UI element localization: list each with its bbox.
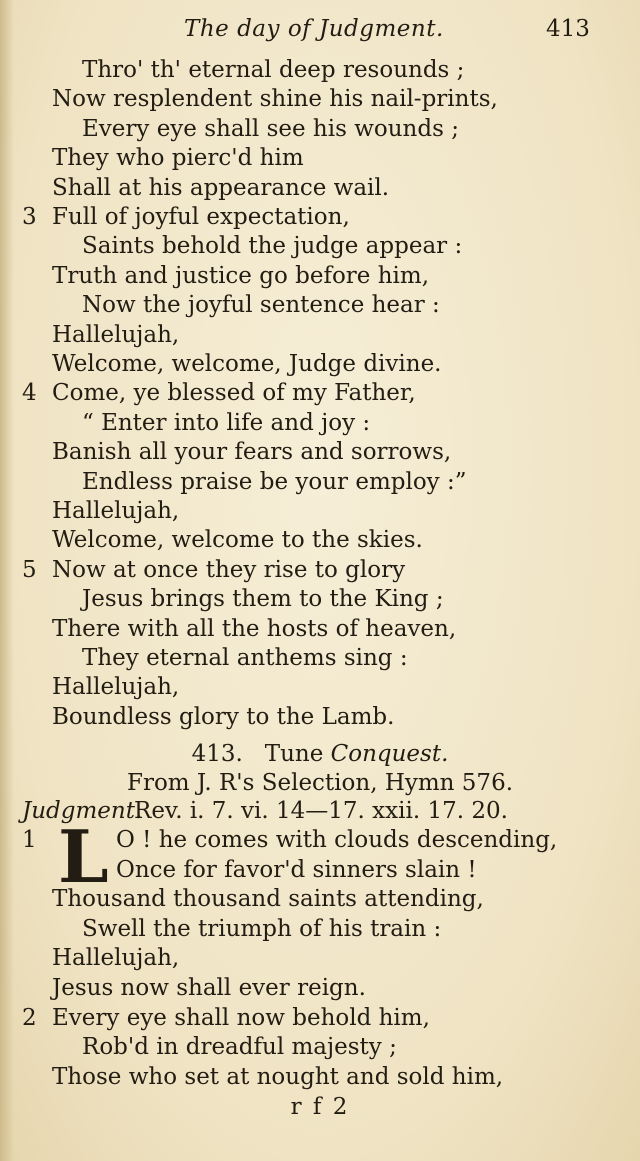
verse-line xyxy=(0,468,640,497)
running-title: The day of Judgment. xyxy=(184,16,444,42)
verse-line xyxy=(0,350,640,379)
verse-line-text: Rob'd in dreadful majesty ; xyxy=(82,1034,397,1061)
verse-line-text: Truth and justice go before him, xyxy=(52,262,430,289)
verse-line xyxy=(0,526,640,555)
verse-line xyxy=(0,615,640,644)
verse-line-text: Hallelujah, xyxy=(52,945,180,972)
verse-line xyxy=(0,673,640,702)
scripture-reference: Rev. i. 7. vi. 14—17. xxii. 17. 20. xyxy=(134,798,508,824)
verse-line-text: They eternal anthems sing : xyxy=(82,645,408,671)
verse-line-text: Hallelujah, xyxy=(52,321,180,348)
hymn-topic: Judgment. xyxy=(22,798,143,824)
verse-line xyxy=(0,232,640,261)
verse-line xyxy=(0,856,640,885)
verse-line-text: Come, ye blessed of my Father, xyxy=(52,380,416,407)
verse-line xyxy=(0,203,640,232)
verse-line xyxy=(0,115,640,144)
verse-line xyxy=(0,915,640,944)
verse-line xyxy=(0,703,640,732)
hymn-source: From J. R's Selection, Hymn 576. xyxy=(126,770,514,796)
verse-line xyxy=(0,85,640,114)
printer-signature-mark: r f 2 xyxy=(290,1094,350,1120)
tune-name: Conquest. xyxy=(330,741,449,767)
verse-line-text: Now the joyful sentence hear : xyxy=(82,292,440,319)
verse-line-text: “ Enter into life and joy : xyxy=(82,409,371,436)
verse-line-text: Thousand thousand saints attending, xyxy=(52,886,484,913)
verse-line-text: Boundless glory to the Lamb. xyxy=(52,703,395,730)
verse-line-text: Full of joyful expectation, xyxy=(52,204,350,230)
verse-line-text: Once for favor'd sinners slain ! xyxy=(116,856,477,883)
verse-line-text: Shall at his appearance wail. xyxy=(52,174,390,201)
verse-number: 3 xyxy=(22,204,37,230)
verse-number: 2 xyxy=(22,1004,37,1031)
verse-line xyxy=(0,262,640,291)
verse-line xyxy=(0,174,640,203)
verse-number: 5 xyxy=(22,556,37,583)
verse-line xyxy=(0,885,640,914)
verse-line-text: Hallelujah, xyxy=(52,498,180,524)
verse-line xyxy=(0,974,640,1003)
verse-line-text: They who pierc'd him xyxy=(52,145,304,172)
verse-number: 4 xyxy=(22,380,37,407)
verse-line xyxy=(0,144,640,173)
verse-line-text: Welcome, welcome to the skies. xyxy=(52,527,423,554)
verse-line xyxy=(0,944,640,973)
verse-line xyxy=(0,438,640,467)
verse-line xyxy=(0,826,640,855)
verse-line-text: Saints behold the judge appear : xyxy=(82,233,463,260)
verse-line-text: O ! he comes with clouds descending, xyxy=(116,827,558,853)
verse-line-text: Now at once they rise to glory xyxy=(52,556,406,583)
verse-line-text: Every eye shall see his wounds ; xyxy=(82,115,459,142)
verse-line xyxy=(0,585,640,614)
verse-line xyxy=(0,291,640,320)
verse-line xyxy=(0,1033,640,1062)
page-header xyxy=(0,16,640,50)
verse-line-text: Swell the triumph of his train : xyxy=(82,915,442,942)
verse-line xyxy=(0,1004,640,1033)
verse-line-text: Hallelujah, xyxy=(52,674,180,701)
verse-line-text: There with all the hosts of heaven, xyxy=(52,615,457,642)
verse-line-text: Welcome, welcome, Judge divine. xyxy=(52,351,442,377)
verse-line-text: Every eye shall now behold him, xyxy=(52,1004,430,1031)
verse-line-text: Banish all your fears and sorrows, xyxy=(52,439,452,466)
drop-cap-letter: L xyxy=(58,814,109,899)
verse-line-text: Endless praise be your employ :” xyxy=(82,468,467,495)
tune-prefix: Tune xyxy=(264,741,324,767)
verse-line-text: Jesus now shall ever reign. xyxy=(52,975,366,1001)
verse-line xyxy=(0,644,640,673)
verse-line-text: Thro' th' eternal deep resounds ; xyxy=(82,57,465,83)
verse-line xyxy=(0,321,640,350)
hymn-number: 413. xyxy=(191,741,243,767)
verse-line xyxy=(0,1063,640,1092)
page-number: 413 xyxy=(546,16,590,42)
verse-line xyxy=(0,56,640,85)
verse-line xyxy=(0,556,640,585)
hymn-number-line xyxy=(0,740,640,769)
verse-number: 1 xyxy=(22,827,37,853)
verse-line-text: Now resplendent shine his nail-prints, xyxy=(52,86,498,113)
verse-line xyxy=(0,379,640,408)
verse-line-text: Those who set at nought and sold him, xyxy=(52,1063,504,1090)
verse-line xyxy=(0,409,640,438)
verse-line-text: Jesus brings them to the King ; xyxy=(82,586,444,613)
verse-line xyxy=(0,497,640,526)
